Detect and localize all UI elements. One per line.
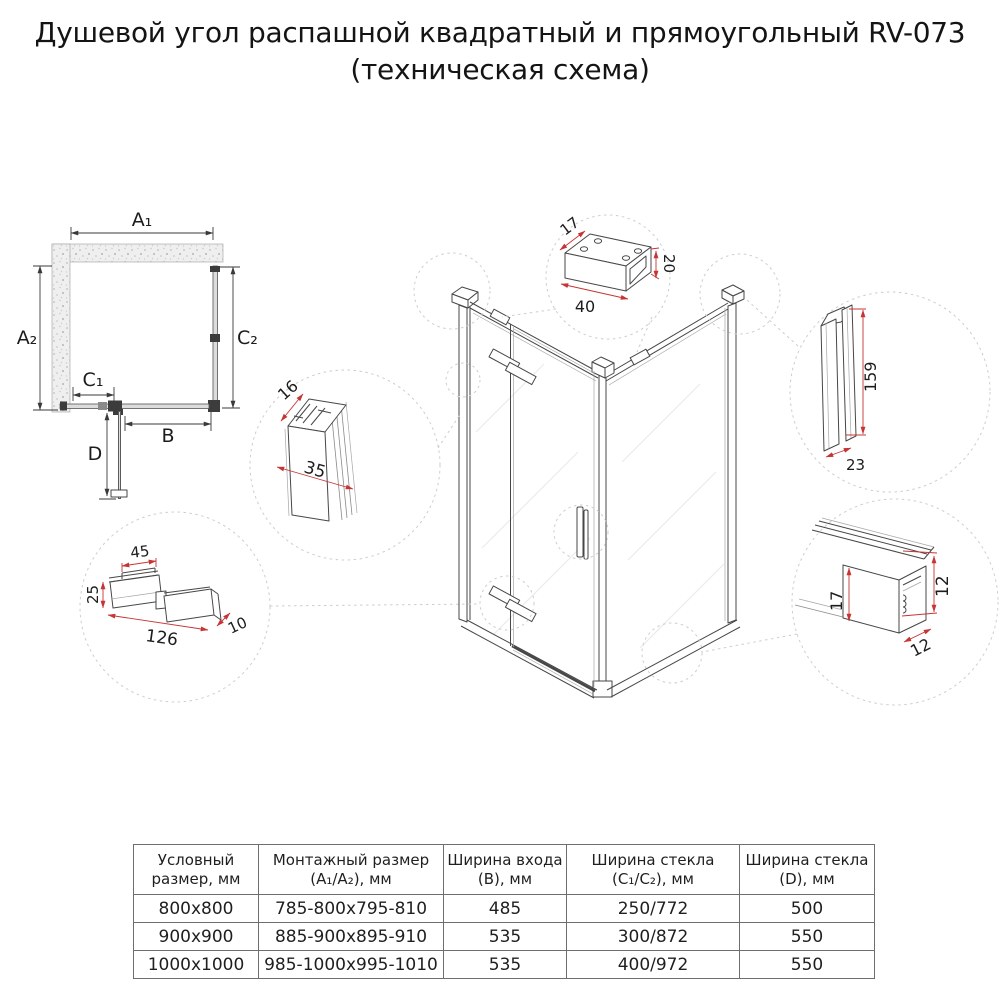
title-line1: Душевой угол распашной квадратный и прямоугольный RV-073 bbox=[34, 16, 966, 49]
title-line2: (техническая схема) bbox=[350, 53, 650, 86]
dim-wall-profile-depth-label: 16 bbox=[273, 376, 302, 404]
ext-line bbox=[651, 248, 659, 249]
cell-glass-width-d: 500 bbox=[740, 895, 875, 923]
detail-bottom-profile bbox=[795, 518, 953, 661]
dim-d-label: D bbox=[87, 443, 103, 465]
dim-bracket-depth-label: 17 bbox=[556, 213, 583, 240]
cell-glass-width-c: 300/872 bbox=[567, 923, 740, 951]
cell-entry-width: 535 bbox=[444, 951, 567, 979]
cell-nominal-size: 1000x1000 bbox=[134, 951, 259, 979]
detail-wall-profile bbox=[274, 376, 357, 521]
cell-mounting-size: 785-800x795-810 bbox=[259, 895, 444, 923]
leader-line bbox=[438, 413, 461, 448]
cell-glass-width-c: 400/972 bbox=[567, 951, 740, 979]
plan-door-handle bbox=[111, 490, 127, 497]
cell-mounting-size: 985-1000x995-1010 bbox=[259, 951, 444, 979]
col-header-entry-width: Ширина входа (B), мм bbox=[444, 845, 567, 895]
leader-line bbox=[637, 317, 652, 352]
dim-bracket-height-label: 20 bbox=[660, 254, 678, 274]
right-wall-profile bbox=[722, 285, 744, 623]
plan-view bbox=[17, 209, 258, 499]
leader-line bbox=[747, 300, 798, 346]
plan-glass-bottom bbox=[60, 404, 209, 409]
col-header-mounting-size: Монтажный размер (A₁/A₂), мм bbox=[259, 845, 444, 895]
leader-line bbox=[270, 604, 480, 606]
dim-b-label: B bbox=[161, 425, 175, 447]
dim-hinge-thickness-label: 10 bbox=[225, 613, 250, 638]
iso-view bbox=[452, 285, 744, 698]
cell-entry-width: 485 bbox=[444, 895, 567, 923]
door-handle bbox=[577, 507, 588, 559]
bottom-sill-left bbox=[461, 620, 597, 698]
detail-hinge bbox=[84, 542, 250, 651]
bottom-sill-right bbox=[607, 620, 740, 697]
dim-bottom-profile-glass-label: 17 bbox=[827, 590, 846, 611]
table-row bbox=[134, 951, 875, 979]
col-header-glass-width-d: Ширина стекла (D), мм bbox=[740, 845, 875, 895]
ext-line bbox=[651, 274, 659, 279]
cell-mounting-size: 885-900x895-910 bbox=[259, 923, 444, 951]
dim-c2-label: C₂ bbox=[237, 327, 258, 349]
dim-a2-label: A₂ bbox=[16, 327, 38, 349]
callout-circle-wall-profile bbox=[250, 370, 440, 560]
plan-wall-top bbox=[52, 244, 223, 262]
cell-nominal-size: 900x900 bbox=[134, 923, 259, 951]
hinged-door bbox=[489, 324, 594, 687]
cell-nominal-size: 800x800 bbox=[134, 895, 259, 923]
plan-wall-clip bbox=[60, 402, 67, 411]
detail-top-bracket bbox=[557, 213, 678, 316]
col-header-glass-width-c: Ширина стекла (C₁/C₂), мм bbox=[567, 845, 740, 895]
table-header-row bbox=[134, 845, 875, 895]
corner-post bbox=[592, 357, 614, 697]
left-wall-profile bbox=[452, 287, 478, 622]
cell-glass-width-d: 550 bbox=[740, 951, 875, 979]
anchor-circle bbox=[414, 253, 490, 329]
dim-a1-label: A₁ bbox=[131, 209, 153, 231]
door-hinge-top bbox=[489, 349, 536, 385]
dim-hinge-length-label: 126 bbox=[144, 626, 180, 651]
cell-entry-width: 535 bbox=[444, 923, 567, 951]
dim-bottom-profile-height-label: 12 bbox=[933, 575, 953, 597]
dim-hinge-plate-label: 45 bbox=[129, 541, 151, 562]
cell-glass-width-c: 250/772 bbox=[567, 895, 740, 923]
detail-door-profile bbox=[821, 305, 880, 474]
dim-door-profile-depth-label: 23 bbox=[846, 456, 866, 474]
dim-bracket-length-label: 40 bbox=[574, 297, 596, 316]
table-row bbox=[134, 895, 875, 923]
cell-glass-width-d: 550 bbox=[740, 923, 875, 951]
dim-hinge-plate bbox=[122, 561, 156, 566]
plan-corner-block bbox=[208, 400, 220, 412]
callout-circle-door-profile bbox=[790, 292, 990, 492]
dim-door-profile-height-label: 159 bbox=[861, 361, 880, 392]
leader-line bbox=[502, 309, 556, 317]
dim-c1-label: C₁ bbox=[82, 369, 104, 391]
plan-wall-left bbox=[52, 244, 70, 412]
col-header-nominal-size: Условный размер, мм bbox=[134, 845, 259, 895]
dim-hinge-height-label: 25 bbox=[84, 584, 102, 604]
plan-clip bbox=[210, 334, 220, 342]
spec-table bbox=[133, 844, 874, 979]
leader-line bbox=[702, 634, 797, 652]
dim-wall-profile-width-label: 35 bbox=[301, 457, 328, 483]
dim-bottom-profile-depth-label: 12 bbox=[907, 634, 934, 661]
plan-hinge-block bbox=[98, 402, 107, 410]
top-rail-right bbox=[606, 303, 728, 385]
table-row bbox=[134, 923, 875, 951]
plan-clip bbox=[210, 266, 220, 272]
